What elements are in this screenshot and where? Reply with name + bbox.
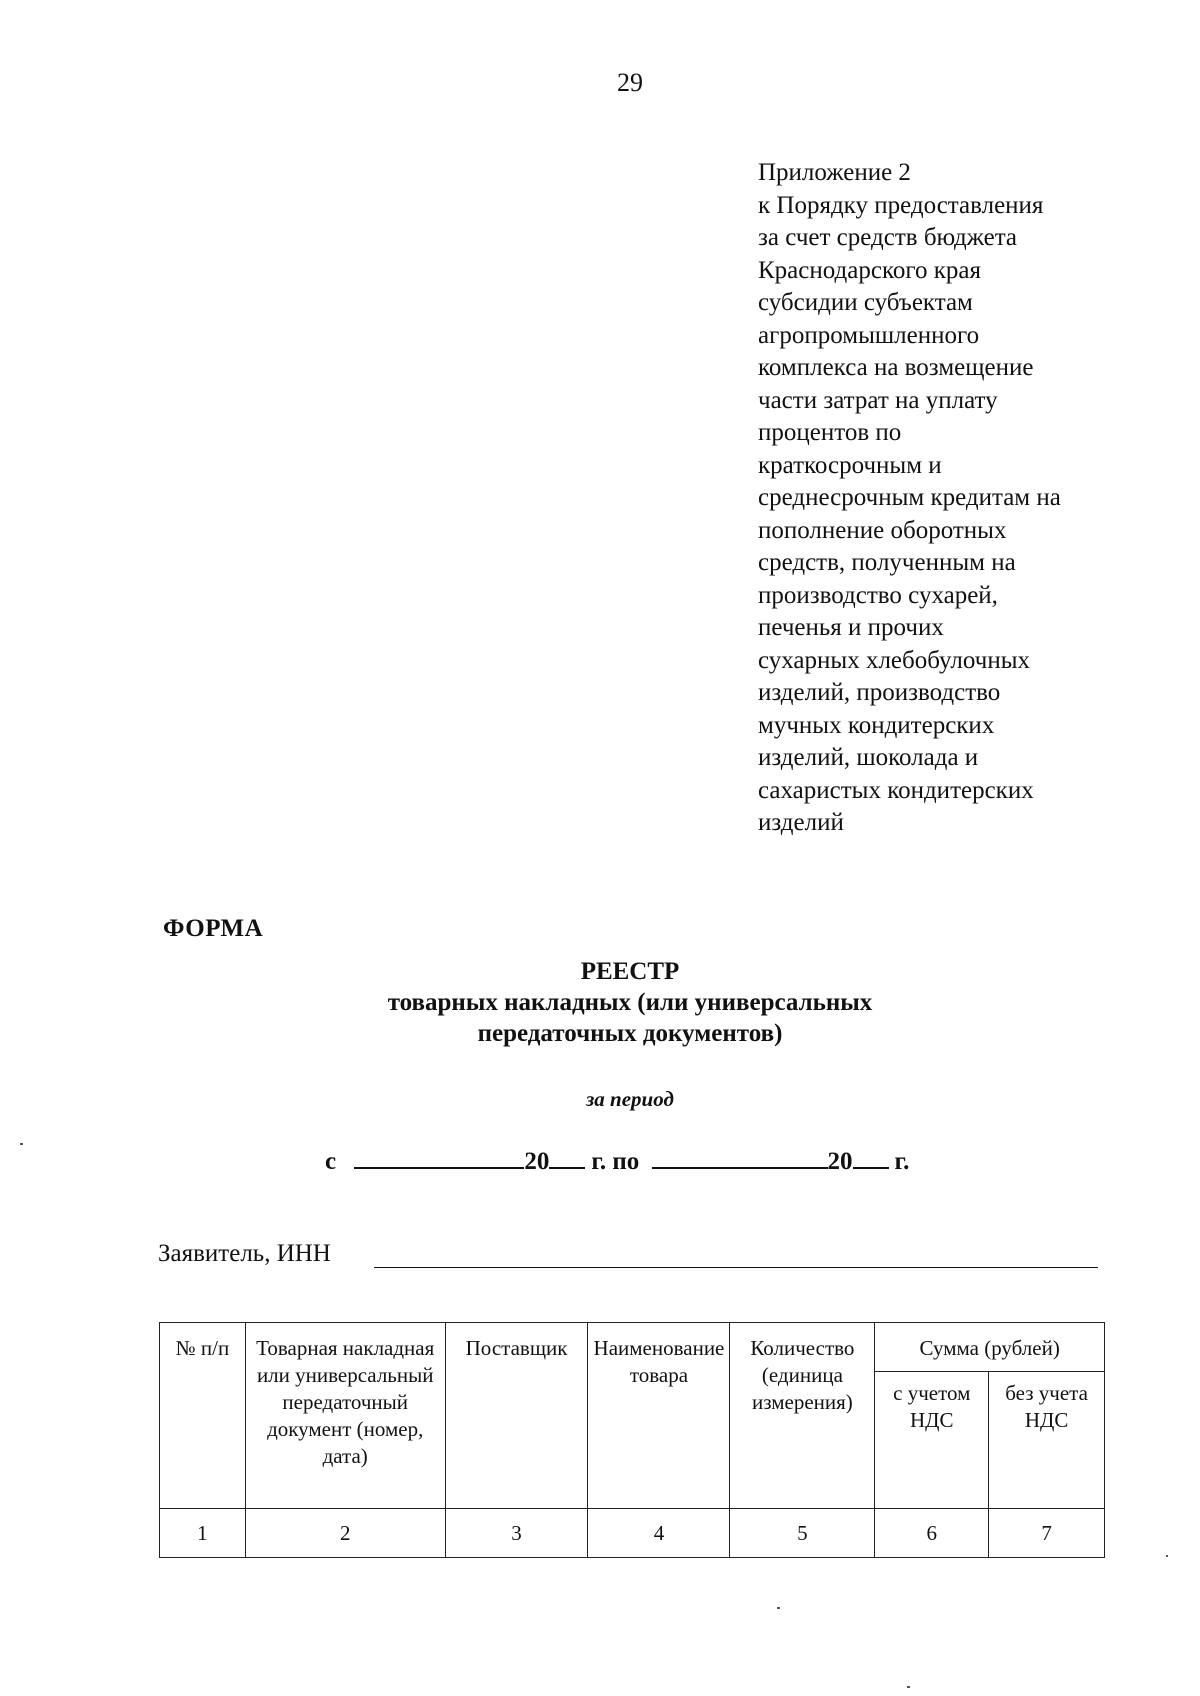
period-to-prefix: г. по xyxy=(591,1148,640,1175)
header-sum-without-vat: без учета НДС xyxy=(989,1372,1105,1509)
column-number-cell: 1 xyxy=(160,1509,246,1558)
appendix-line: за счет средств бюджета xyxy=(758,224,1018,251)
scan-speck xyxy=(20,1143,23,1145)
scan-speck xyxy=(777,1607,780,1609)
column-number-cell: 3 xyxy=(445,1509,588,1558)
appendix-line: производство сухарей, xyxy=(758,581,998,609)
appendix-line: к Порядку предоставления xyxy=(758,191,1044,219)
appendix-line: средств, полученным на xyxy=(758,549,1016,576)
appendix-line: сухарных хлебобулочных xyxy=(758,646,1030,674)
period-year-suffix-2: г. xyxy=(894,1148,910,1175)
scan-speck xyxy=(907,1686,910,1688)
column-number-cell: 6 xyxy=(875,1509,989,1558)
title-line-3: передаточных документов) xyxy=(477,1020,783,1047)
period-year-prefix-1: 20 xyxy=(524,1148,550,1175)
header-quantity: Количество (единица измерения) xyxy=(730,1323,875,1509)
registry-table xyxy=(159,1322,1105,1558)
header-supplier: Поставщик xyxy=(445,1323,588,1509)
appendix-line: субсидии субъектам xyxy=(758,289,973,316)
appendix-line: комплекса на возмещение xyxy=(758,354,1034,381)
applicant-label: Заявитель, ИНН xyxy=(158,1240,331,1267)
appendix-line: сахаристых кондитерских xyxy=(758,776,1034,804)
document-title xyxy=(160,956,1100,1049)
table-row xyxy=(160,1509,1105,1558)
appendix-heading xyxy=(758,157,1168,840)
period-to-date-blank[interactable] xyxy=(652,1145,828,1169)
title-line-2: товарных накладных (или универсальных xyxy=(387,989,873,1016)
header-sum-with-vat: с учетом НДС xyxy=(875,1372,989,1509)
form-label: ФОРМА xyxy=(163,915,264,942)
appendix-line: печенья и прочих xyxy=(758,614,944,641)
period-label: за период xyxy=(586,1087,674,1111)
period-from-year-blank[interactable] xyxy=(549,1145,585,1169)
period-year-prefix-2: 20 xyxy=(827,1148,853,1175)
appendix-line: пополнение оборотных xyxy=(758,516,1007,544)
period-to-year-blank[interactable] xyxy=(853,1145,889,1169)
appendix-line: изделий, шоколада и xyxy=(758,744,979,771)
appendix-line: краткосрочным и xyxy=(758,451,942,479)
period-from-date-blank[interactable] xyxy=(354,1145,524,1169)
column-number-cell: 5 xyxy=(730,1509,875,1558)
column-number-cell: 4 xyxy=(588,1509,730,1558)
scan-speck xyxy=(1166,1555,1168,1557)
title-line-1: РЕЕСТР xyxy=(580,958,680,985)
header-goods-name: Наименование товара xyxy=(588,1323,730,1509)
appendix-line: части затрат на уплату xyxy=(758,386,998,414)
column-number-cell: 7 xyxy=(989,1509,1105,1558)
period-range xyxy=(325,1145,909,1176)
header-invoice-document: Товарная накладная или универсальный передаточный документ (номер, дата) xyxy=(245,1323,445,1509)
page-number: 29 xyxy=(617,68,643,97)
appendix-line: мучных кондитерских xyxy=(758,711,995,739)
column-number-cell: 2 xyxy=(245,1509,445,1558)
period-from-prefix: с xyxy=(325,1148,337,1175)
appendix-line: агропромышленного xyxy=(758,321,980,349)
appendix-line: изделий, производство xyxy=(758,679,1001,706)
appendix-line: Приложение 2 xyxy=(758,159,911,186)
header-row-number: № п/п xyxy=(160,1323,246,1509)
appendix-line: процентов по xyxy=(758,419,902,446)
applicant-input-line[interactable] xyxy=(374,1267,1098,1268)
appendix-line: среднесрочным кредитам на xyxy=(758,484,1061,511)
appendix-line: Краснодарского края xyxy=(758,256,981,284)
header-sum-group: Сумма (рублей) xyxy=(875,1323,1105,1372)
appendix-line: изделий xyxy=(758,809,844,836)
